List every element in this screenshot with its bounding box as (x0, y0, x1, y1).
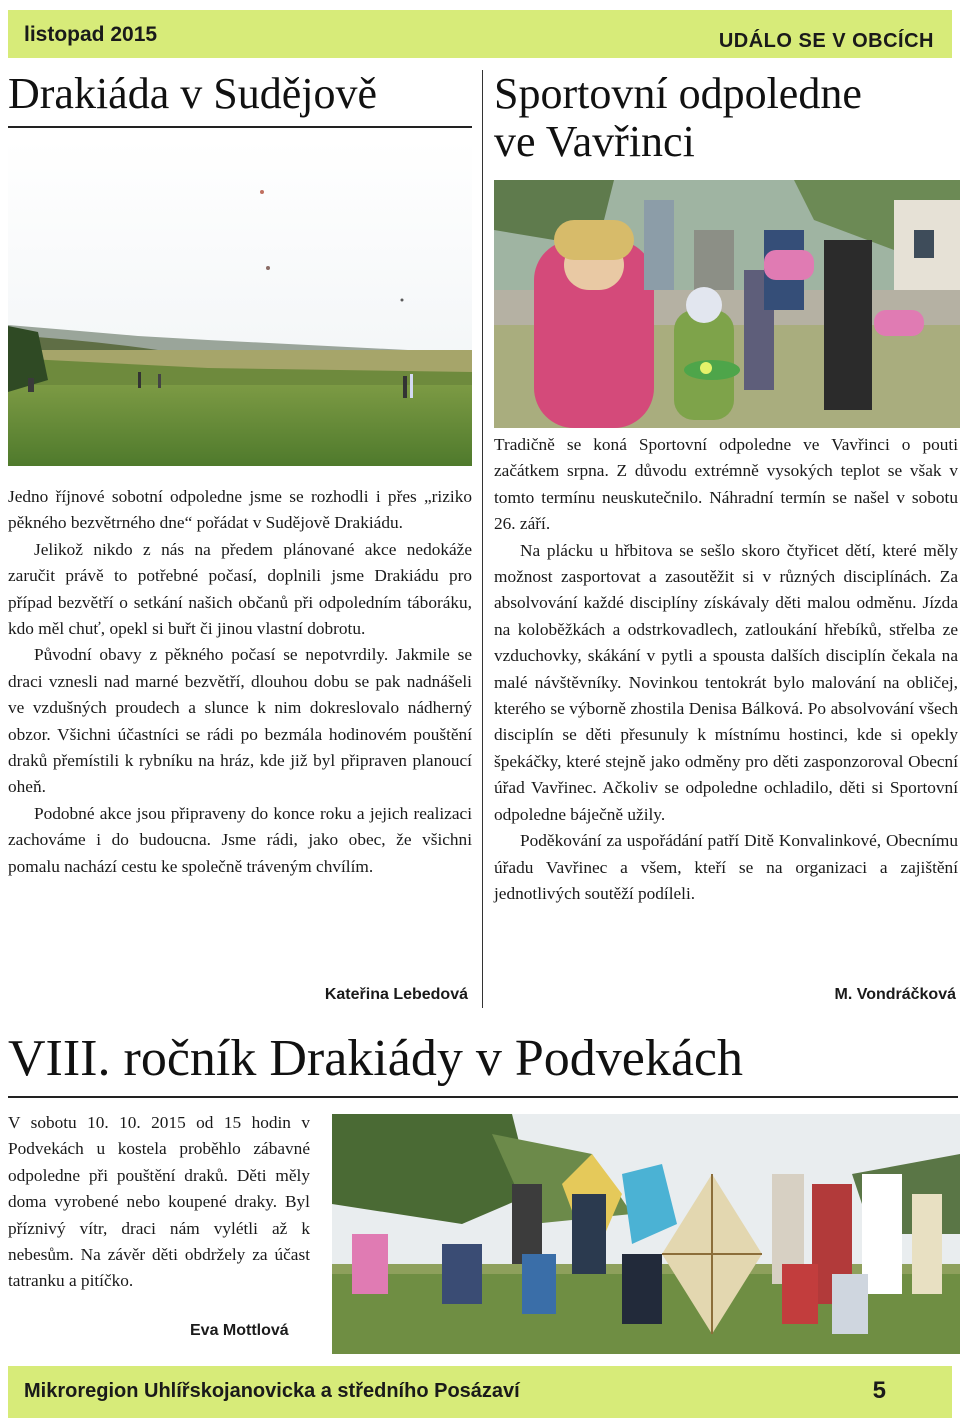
article2-paragraph: Tradičně se koná Sportovní odpoledne ve Vavřinci o pouti začátkem srpna. Z důvodu extrémně vysokých teplot se však v tomto termínu neuskutečnilo. Náhradní termín se našel v sobotu 26. září. (494, 435, 958, 534)
section-title: UDÁLO SE V OBCÍCH (718, 30, 934, 52)
article1-body (8, 484, 472, 880)
article3-paragraph: V sobotu 10. 10. 2015 od 15 hodin v Podvekách u kostela proběhlo zábavné odpoledne při pouštění draků. Děti měly doma vyrobené nebo koupené draky. Byl příznivý vítr, draci nám vylétli až k nebesům. Na závěr děti obdržely za účast tatranku a pitíčko. (8, 1113, 310, 1291)
article2-title (494, 70, 954, 166)
sports-afternoon-photo (494, 180, 960, 428)
kite-field-photo (8, 140, 472, 466)
article2-paragraph: Poděkování za uspořádání patří Ditě Konvalinkové, Obecnímu úřadu Vavřinec a všem, kteří se na organizaci a zajištění jednotlivých soutěží podíleli. (494, 831, 958, 903)
article1-paragraph: Podobné akce jsou připraveny do konce roku a jejich realizaci zachováme i do budoucna. Jsme rádi, jako obec, že všichni pomalu nachází cestu ke společně tráveným chvílím. (8, 803, 472, 876)
article2-body (494, 432, 958, 907)
column-divider (482, 70, 483, 1008)
article2-paragraph: Na plácku u hřbitova se sešlo skoro čtyřicet dětí, které měly možnost zasportovat a zasoutěžit si v různých disciplínách. Za absolvování každé disciplíny získávaly děti malou odměnu. Jízda na koloběžkách a odstrkovadlech, zatloukání hřebíků, střelba ze vzduchovky, skákání v pytli a spousta dalších disciplín čekala na malé návštěvníky. Novinkou tentokrát bylo malování na obličej, kterého se výborně zhostila Denisa Bálková. Po absolvování všech disciplín se děti přesunuly k místnímu hostinci, kde si opekly špekáčky, které stejně jako odměny pro děti zasponzoroval Obecní úřad Vavřinec. Ačkoliv se odpoledne ochladilo, děti si Sportovní odpoledne báječně užily. (494, 540, 958, 824)
article3-title-rule (8, 1096, 958, 1098)
kite-group-photo (332, 1114, 960, 1354)
article3-body (8, 1110, 310, 1295)
footer-title: Mikroregion Uhlířskojanovicka a středního Posázaví (24, 1380, 520, 1402)
article3-author: Eva Mottlová (190, 1322, 289, 1339)
article1-title-rule (8, 126, 472, 128)
article1-paragraph: Původní obavy z pěkného počasí se nepotvrdily. Jakmile se draci vznesli nad marné bezvětří, dlouhou dobu se pak nadnášeli ve vzdušných proudech a slunce k nim dokreslovalo nádherný obzor. Všichni účastníci se rádi po bezmála hodinovém pouštění draků přemístili k rybníku na hráz, kde již byl připraven planoucí oheň. (8, 645, 472, 797)
article1-title: Drakiáda v Sudějově (8, 69, 377, 118)
article2-title-line1: Sportovní odpoledne (494, 69, 862, 118)
article1-paragraph: Jelikož nikdo z nás na předem plánované akce nedokáže zaručit právě to potřebné počasí, doplnili jsme Drakiádu pro případ bezvětří o setkání našich občanů při odpoledním táboráku, kdo měl chuť, opekl si buřt či jinou vlastní dobrotu. (8, 539, 472, 639)
article2-title-line2: ve Vavřinci (494, 117, 695, 166)
article1-paragraph: Jedno říjnové sobotní odpoledne jsme se rozhodli i přes „riziko pěkného bezvětrného dne“ pořádat v Sudějově Drakiádu. (8, 487, 472, 533)
footer-bar (8, 1366, 952, 1418)
issue-date: listopad 2015 (24, 23, 158, 46)
header-bar (8, 10, 952, 58)
article2-author: M. Vondráčková (834, 986, 956, 1003)
page-number: 5 (872, 1377, 886, 1404)
article1-author: Kateřina Lebedová (324, 986, 468, 1003)
article3-title: VIII. ročník Drakiády v Podvekách (8, 1030, 743, 1087)
